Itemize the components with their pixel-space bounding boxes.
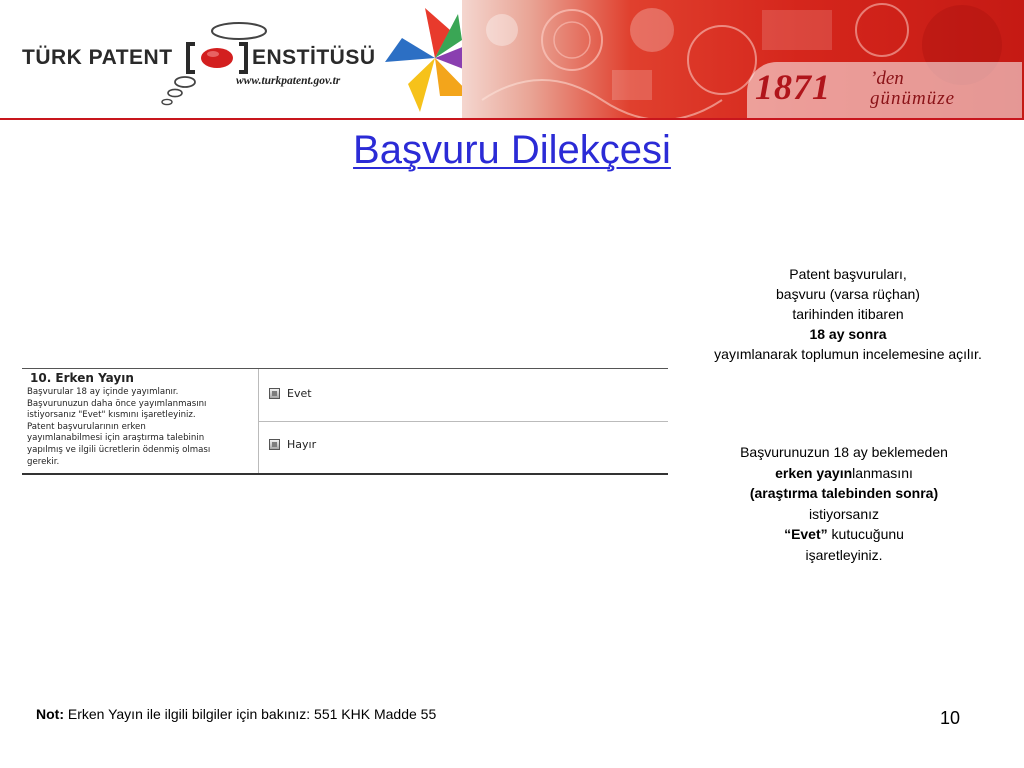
header-banner	[0, 0, 1024, 120]
header-divider	[0, 118, 1024, 120]
form-desc-line: yayımlanabilmesi için araştırma talebinin	[27, 433, 205, 444]
logo-word-enstitusu: ENSTİTÜSÜ	[252, 46, 376, 69]
note1-line: Patent başvuruları,	[789, 266, 907, 282]
form-desc-line: Patent başvurularının erken	[27, 421, 146, 432]
note2-bold-text: erken yayın	[775, 464, 853, 481]
note2-text: kutucuğunu	[827, 526, 904, 542]
page-number: 10	[940, 708, 961, 728]
note2-line: işaretleyiniz.	[805, 546, 883, 563]
note1-line: başvuru (varsa rüçhan)	[776, 286, 920, 302]
option-row-evet	[259, 369, 668, 422]
form-desc-line: istiyorsanız "Evet" kısmını işaretleyiniz.	[27, 410, 196, 421]
year-suffix-gunumuze: günümüze	[870, 88, 956, 109]
note2-bold-text: (araştırma talebinden sonra)	[749, 485, 939, 501]
note1-line: tarihinden itibaren	[792, 306, 904, 322]
note2-line: Başvurunuzun 18 ay beklemeden	[740, 444, 948, 460]
form-desc-line: gerekir.	[27, 456, 60, 467]
note2-bold-text: “Evet”	[784, 526, 828, 542]
note2-line: istiyorsanız	[808, 505, 880, 522]
explanation-publication-timing	[672, 264, 1024, 364]
footer-note	[36, 706, 436, 722]
page-title[interactable]: Başvuru Dilekçesi	[353, 128, 671, 172]
note2-text: lanmasını	[852, 464, 913, 481]
note2-line	[668, 463, 1020, 484]
logo[interactable]	[18, 20, 388, 110]
form-description	[27, 387, 255, 468]
explanation-early-publication	[668, 442, 1020, 565]
hayir-checkbox[interactable]	[269, 439, 280, 450]
note1-line: yayımlanarak toplumun incelemesine açılır.	[714, 346, 982, 362]
year-suffix-den: ’den	[870, 68, 904, 89]
footer-note-label: Not:	[36, 706, 64, 722]
note2-line	[668, 524, 1020, 545]
evet-checkbox[interactable]	[269, 388, 280, 399]
year-1871: 1871	[755, 67, 831, 107]
form-heading: 10. Erken Yayın	[30, 371, 134, 385]
option-row-hayir	[259, 422, 668, 474]
logo-url: www.turkpatent.gov.tr	[236, 75, 341, 87]
footer-note-text: Erken Yayın ile ilgili bilgiler için bakınız: 551 KHK Madde 55	[64, 706, 437, 722]
form-desc-line: Başvurunuzun daha önce yayımlanmasını	[27, 398, 207, 409]
note2-line	[668, 483, 1020, 504]
note1-line-bold	[672, 324, 1024, 344]
form-desc-line: Başvurular 18 ay içinde yayımlanır.	[27, 387, 179, 397]
hayir-label: Hayır	[287, 438, 317, 451]
form-options-cell	[259, 369, 668, 473]
form-desc-line: yapılmış ve ilgili ücretlerin ödenmiş olması	[27, 444, 211, 455]
logo-bracket-icon	[185, 42, 249, 74]
evet-label: Evet	[287, 387, 312, 400]
form-section-erken-yayin	[22, 368, 668, 475]
form-left-cell	[22, 369, 259, 473]
note1-bold-text: 18 ay sonra	[809, 326, 887, 342]
logo-word-turk-patent: TÜRK PATENT	[22, 46, 173, 69]
